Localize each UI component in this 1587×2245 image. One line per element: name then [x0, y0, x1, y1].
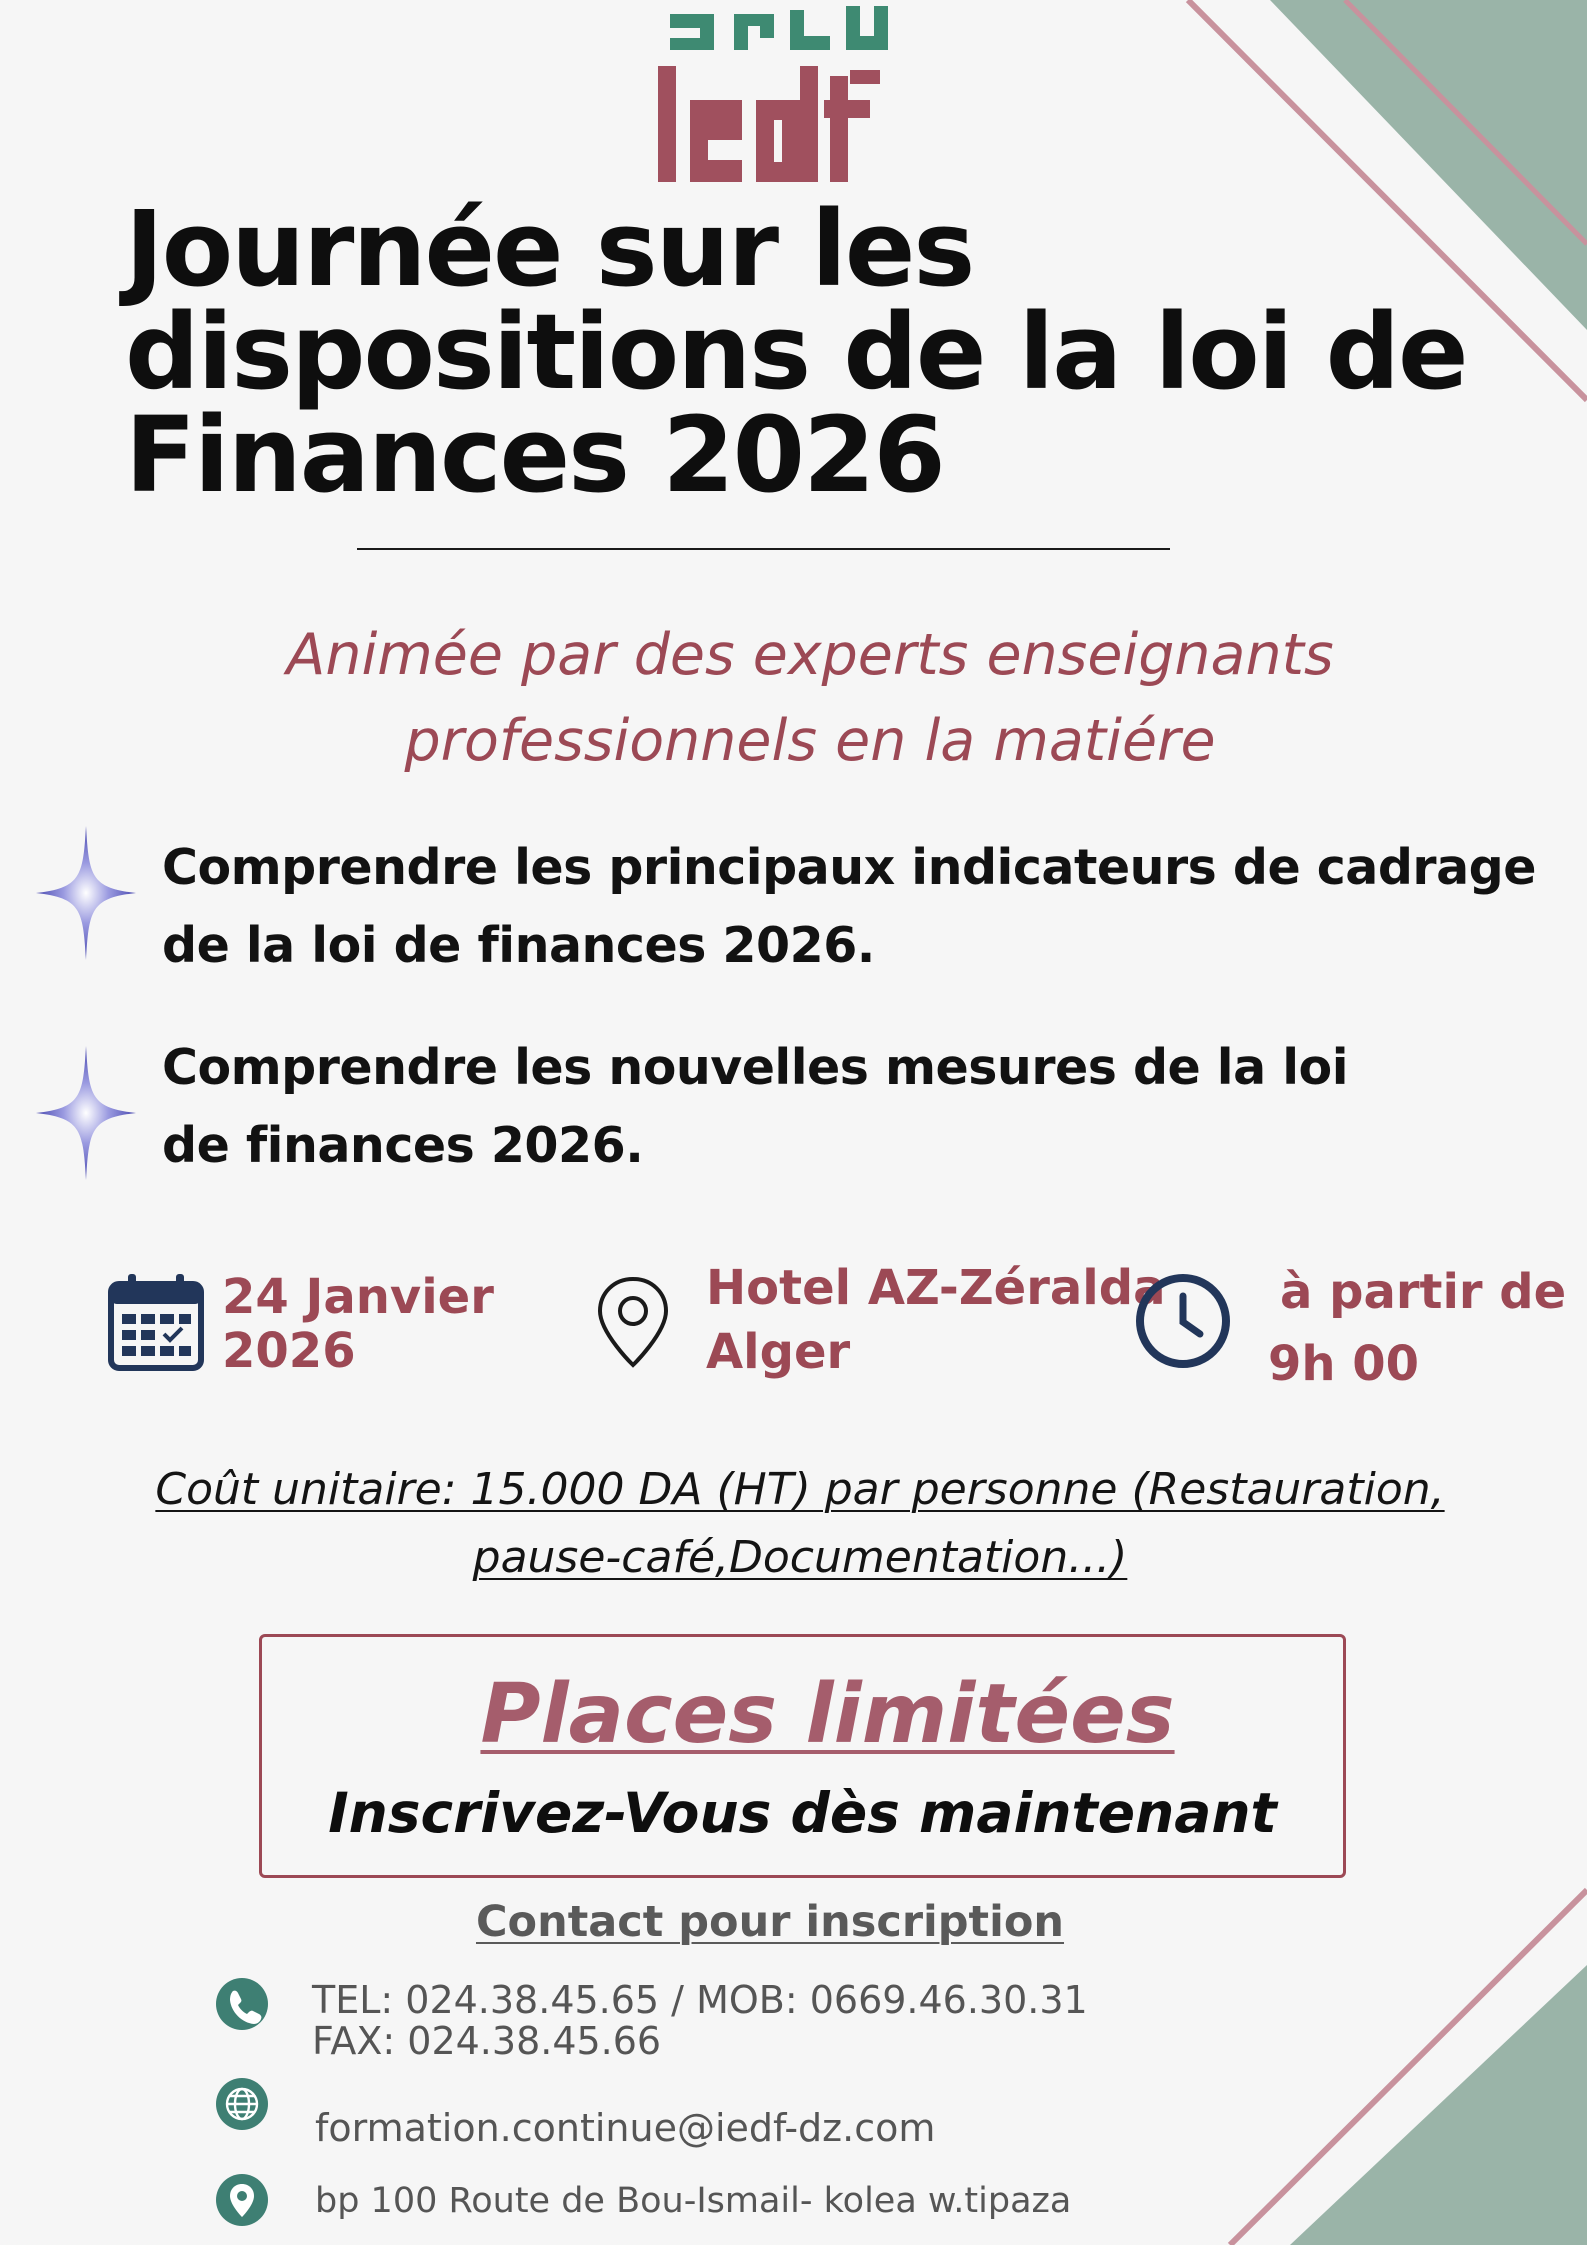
sparkle-icon — [36, 1046, 136, 1180]
event-date — [222, 1270, 494, 1378]
phone-numbers — [312, 1980, 1088, 2062]
sparkle-icon — [36, 826, 136, 960]
event-date-line-1: 24 Janvier — [222, 1269, 494, 1325]
map-pin-icon — [216, 2174, 268, 2226]
page-title — [125, 188, 1467, 516]
event-time — [1268, 1256, 1566, 1400]
places-limited-headline: Places limitées — [480, 1667, 1175, 1762]
bottom-right-green-shape — [1290, 1965, 1587, 2245]
subtitle — [140, 612, 1480, 784]
iedf-logo — [640, 0, 910, 190]
bullet-item-2 — [162, 1029, 1582, 1185]
title-line-2: dispositions de la loi de — [125, 291, 1467, 413]
event-location-line-1: Hotel AZ-Zéralda — [706, 1260, 1166, 1316]
event-location — [706, 1256, 1165, 1384]
event-location-line-2: Alger — [706, 1324, 851, 1380]
title-line-3: Finances 2026 — [125, 394, 944, 516]
contact-address: bp 100 Route de Bou-Ismail- kolea w.tipaza — [315, 2181, 1072, 2221]
calendar-icon — [108, 1272, 204, 1372]
unit-cost-line-1: Coût unitaire: 15.000 DA (HT) par personne (Restauration, — [155, 1464, 1445, 1515]
title-divider — [357, 548, 1170, 550]
subtitle-line-2: professionnels en la matiére — [404, 708, 1216, 774]
bullet-2-line-2: de finances 2026. — [162, 1117, 644, 1174]
contact-email[interactable]: formation.continue@iedf-dz.com — [315, 2106, 936, 2150]
contact-title: Contact pour inscription — [475, 1897, 1065, 1947]
bullet-1-line-1: Comprendre les principaux indicateurs de cadrage — [162, 839, 1536, 896]
bullet-1-line-2: de la loi de finances 2026. — [162, 917, 875, 974]
bullet-2-line-1: Comprendre les nouvelles mesures de la loi — [162, 1039, 1348, 1096]
unit-cost-line-2: pause-café,Documentation...) — [472, 1532, 1128, 1583]
bullet-item-1 — [162, 829, 1582, 985]
globe-icon — [216, 2078, 268, 2130]
phone-icon — [216, 1978, 268, 2030]
subtitle-line-1: Animée par des experts enseignants — [286, 622, 1334, 688]
register-now-cta[interactable]: Inscrivez-Vous dès maintenant — [328, 1781, 1277, 1845]
event-date-line-2: 2026 — [222, 1323, 356, 1379]
location-pin-icon — [596, 1275, 670, 1369]
event-time-line-2: 9h 00 — [1268, 1336, 1420, 1392]
phone-line[interactable]: TEL: 024.38.45.65 / MOB: 0669.46.30.31 — [312, 1978, 1088, 2022]
unit-cost — [120, 1456, 1480, 1592]
clock-icon — [1134, 1272, 1232, 1370]
event-time-line-1: à partir de — [1280, 1264, 1567, 1320]
title-line-1: Journée sur les — [125, 188, 974, 310]
fax-line: FAX: 024.38.45.66 — [312, 2019, 662, 2063]
